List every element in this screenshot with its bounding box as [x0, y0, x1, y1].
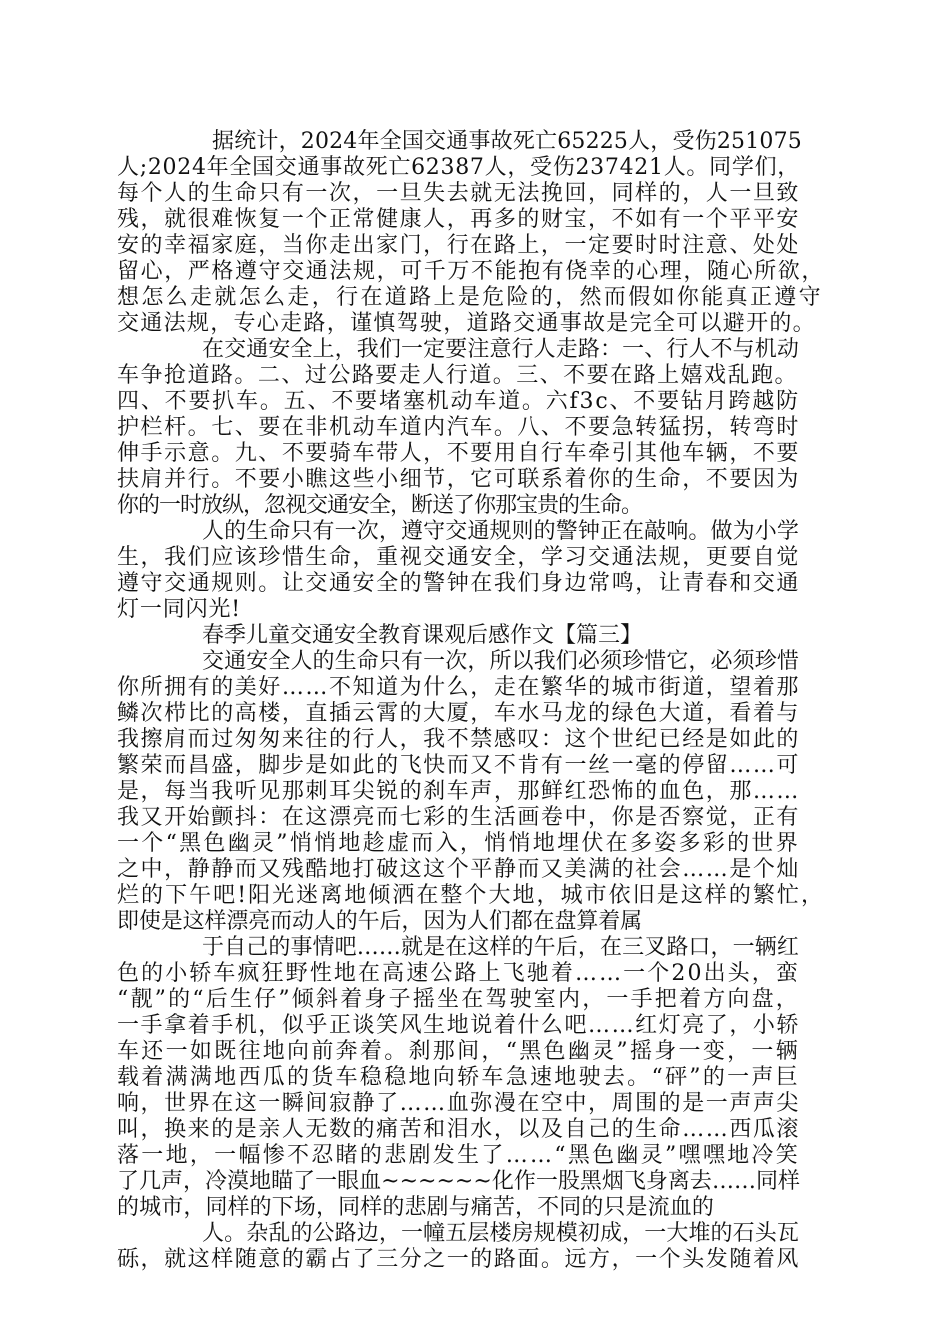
text-line: 鳞次栉比的高楼，直插云霄的大厦，车水马龙的绿色大道，看着与	[117, 701, 800, 726]
text-line: 车还一如既往地向前奔着。刹那间，“黑色幽灵”摇身一变，一辆	[117, 1039, 800, 1064]
text-line: 在交通安全上，我们一定要注意行人走路：一、行人不与机动	[202, 337, 799, 362]
text-line: 遵守交通规则。让交通安全的警钟在我们身边常鸣，让青春和交通	[117, 571, 800, 596]
text-line: 响，世界在这一瞬间寂静了……血弥漫在空中，周围的是一声声尖	[117, 1091, 800, 1116]
text-line: 烂的下午吧!阳光迷离地倾洒在整个大地，城市依旧是这样的繁忙，	[117, 883, 825, 908]
text-line: 四、不要扒车。五、不要堵塞机动车道。六f3c、不要钻月跨越防	[117, 389, 800, 414]
text-line: 落一地，一幅惨不忍睹的悲剧发生了……“黑色幽灵”嘿嘿地冷笑	[117, 1143, 800, 1168]
text-line: 我又开始颤抖：在这漂亮而七彩的生活画卷中，你是否察觉，正有	[117, 805, 800, 830]
text-line: 你所拥有的美好……不知道为什么，走在繁华的城市街道，望着那	[117, 675, 800, 700]
text-line: 砾，就这样随意的霸占了三分之一的路面。远方，一个头发随着风	[117, 1247, 800, 1272]
text-line: 安的幸福家庭，当你走出家门，行在路上，一定要时时注意、处处	[117, 233, 800, 258]
text-line: 车争抢道路。二、过公路要走人行道。三、不要在路上嬉戏乱跑。	[117, 363, 798, 388]
text-line: 即使是这样漂亮而动人的午后，因为人们都在盘算着属	[117, 909, 642, 934]
text-line: 之中，静静而又残酷地打破这这个平静而又美满的社会……是个灿	[117, 857, 800, 882]
text-line: 叫，换来的是亲人无数的痛苦和泪水，以及自己的生命……西瓜滚	[117, 1117, 800, 1142]
text-line: 人。杂乱的公路边，一幢五层楼房规模初成，一大堆的石头瓦	[202, 1221, 799, 1246]
text-line: 一个“黑色幽灵”悄悄地趁虚而入，悄悄地埋伏在多姿多彩的世界	[117, 831, 800, 856]
text-line: 残，就很难恢复一个正常健康人，再多的财宝，不如有一个平平安	[117, 207, 800, 232]
text-line: 了几声，冷漠地瞄了一眼血~~~~~~化作一股黑烟飞身离去……同样	[117, 1169, 800, 1194]
text-line: 扶肩并行。不要小瞧这些小细节，它可联系着你的生命，不要因为	[117, 467, 800, 492]
text-line: 春季儿童交通安全教育课观后感作文【篇三】	[202, 623, 642, 648]
text-line: 交通法规，专心走路，谨慎驾驶，道路交通事故是完全可以避开的。	[117, 311, 816, 336]
text-line: 人;2024年全国交通事故死亡62387人，受伤237421人。同学们，	[117, 155, 800, 180]
text-line: 生，我们应该珍惜生命，重视交通安全，学习交通法规，更要自觉	[117, 545, 800, 570]
text-line: 伸手示意。九、不要骑车带人，不要用自行车牵引其他车辆，不要	[117, 441, 800, 466]
text-line: 交通安全人的生命只有一次，所以我们必须珍惜它，必须珍惜	[202, 649, 799, 674]
text-line: 一手拿着手机，似乎正谈笑风生地说着什么吧……红灯亮了，小轿	[117, 1013, 800, 1038]
text-line: 你的一时放纵，忽视交通安全，断送了你那宝贵的生命。	[117, 493, 642, 518]
text-line: 的城市，同样的下场，同样的悲剧与痛苦，不同的只是流血的	[117, 1195, 714, 1220]
text-line: 是，每当我听见那刺耳尖锐的刹车声，那鲜红恐怖的血色，那……	[117, 779, 800, 804]
text-line: 每个人的生命只有一次，一旦失去就无法挽回，同样的，人一旦致	[117, 181, 800, 206]
text-line: 人的生命只有一次，遵守交通规则的警钟正在敲响。做为小学	[202, 519, 799, 544]
text-line: 想怎么走就怎么走，行在道路上是危险的，然而假如你能真正遵守	[117, 285, 823, 310]
text-line: 据统计，2024年全国交通事故死亡65225人，受伤251075	[212, 129, 802, 154]
text-line: 灯一同闪光!	[117, 597, 241, 622]
text-line: 留心，严格遵守交通法规，可千万不能抱有侥幸的心理，随心所欲，	[117, 259, 825, 284]
text-line: 护栏杆。七、要在非机动车道内汽车。八、不要急转猛拐，转弯时	[117, 415, 800, 440]
text-line: 于自己的事情吧……就是在这样的午后，在三叉路口，一辆红	[202, 935, 799, 960]
text-line: 繁荣而昌盛，脚步是如此的飞快而又不肯有一丝一毫的停留……可	[117, 753, 800, 778]
text-line: 载着满满地西瓜的货车稳稳地向轿车急速地驶去。“砰”的一声巨	[117, 1065, 800, 1090]
text-line: 色的小轿车疯狂野性地在高速公路上飞驰着……一个20出头，蛮	[117, 961, 800, 986]
text-line: 我擦肩而过匆匆来往的行人，我不禁感叹：这个世纪已经是如此的	[117, 727, 800, 752]
text-line: “靓”的“后生仔”倾斜着身子摇坐在驾驶室内，一手把着方向盘，	[117, 987, 800, 1012]
